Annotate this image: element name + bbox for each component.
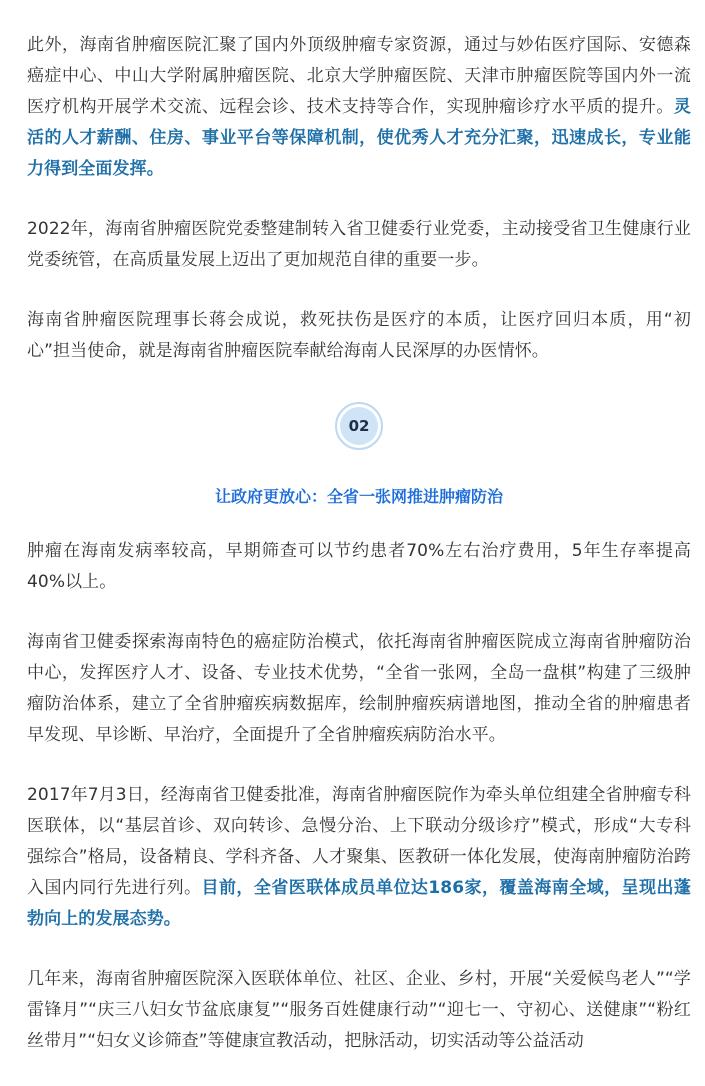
highlight-text: 目前，全省医联体成员单位达186家，覆盖海南全域，呈现出蓬勃向上的发展态势。	[27, 878, 692, 929]
badge-number: 02	[340, 407, 378, 445]
paragraph-party-committee: 2022年，海南省肿瘤医院党委整建制转入省卫健委行业党委，主动接受省卫生健康行业党委统管，在高质量发展上迈出了更加规范自律的重要一步。	[27, 219, 691, 270]
paragraph-text: 2017年7月3日，经海南省卫健委批准，海南省肿瘤医院作为牵头单位组建全省肿瘤专科医联体，以“基层首诊、双向转诊、急慢分治、上下联动分级诊疗”模式，形成“大专科 强综合”格局，设备精良、学科齐备、人才聚集、医教研一体化发展，使海南肿瘤防治跨入国内同行先进行列。	[27, 785, 691, 898]
paragraph-public-activities: 几年来，海南省肿瘤医院深入医联体单位、社区、企业、乡村，开展“关爱候鸟老人”“学雷锋月”“庆三八妇女节盆底康复”“服务百姓健康行动”“迎七一、守初心、送健康”“粉红丝带月”“妇女义诊筛查”等健康宣教活动，把脉活动，切实活动等公益活动	[27, 969, 691, 1051]
paragraph-medical-alliance	[27, 780, 691, 935]
paragraph-chairman-quote: 海南省肿瘤医院理事长蒋会成说，救死扶伤是医疗的本质，让医疗回归本质，用“初心”担当使命，就是海南省肿瘤医院奉献给海南人民深厚的办医情怀。	[27, 310, 691, 361]
badge-ring	[335, 402, 383, 450]
paragraph-text: 此外，海南省肿瘤医院汇聚了国内外顶级肿瘤专家资源，通过与妙佑医疗国际、安德森癌症中心、中山大学附属肿瘤医院、北京大学肿瘤医院、天津市肿瘤医院等国内外一流医疗机构开展学术交流、远程会诊、技术支持等合作，实现肿瘤诊疗水平质的提升。	[27, 35, 691, 117]
section-number-badge	[27, 396, 691, 456]
paragraph-expert-resources	[27, 30, 691, 185]
article-body	[27, 30, 691, 1086]
highlight-text: 灵活的人才薪酬、住房、事业平台等保障机制，使优秀人才充分汇聚，迅速成长，专业能力得到全面发挥。	[27, 97, 691, 179]
paragraph-prevention-model: 海南省卫健委探索海南特色的癌症防治模式，依托海南省肿瘤医院成立海南省肿瘤防治中心，发挥医疗人才、设备、专业技术优势，“全省一张网，全岛一盘棋”构建了三级肿瘤防治体系，建立了全省肿瘤疾病数据库，绘制肿瘤疾病谱地图，推动全省的肿瘤患者早发现、早诊断、早治疗，全面提升了全省肿瘤疾病防治水平。	[27, 632, 691, 745]
section-heading: 让政府更放心：全省一张网推进肿瘤防治	[214, 487, 503, 506]
paragraph-early-screening: 肿瘤在海南发病率较高，早期筛查可以节约患者70%左右治疗费用，5年生存率提高40%以上。	[27, 541, 691, 592]
